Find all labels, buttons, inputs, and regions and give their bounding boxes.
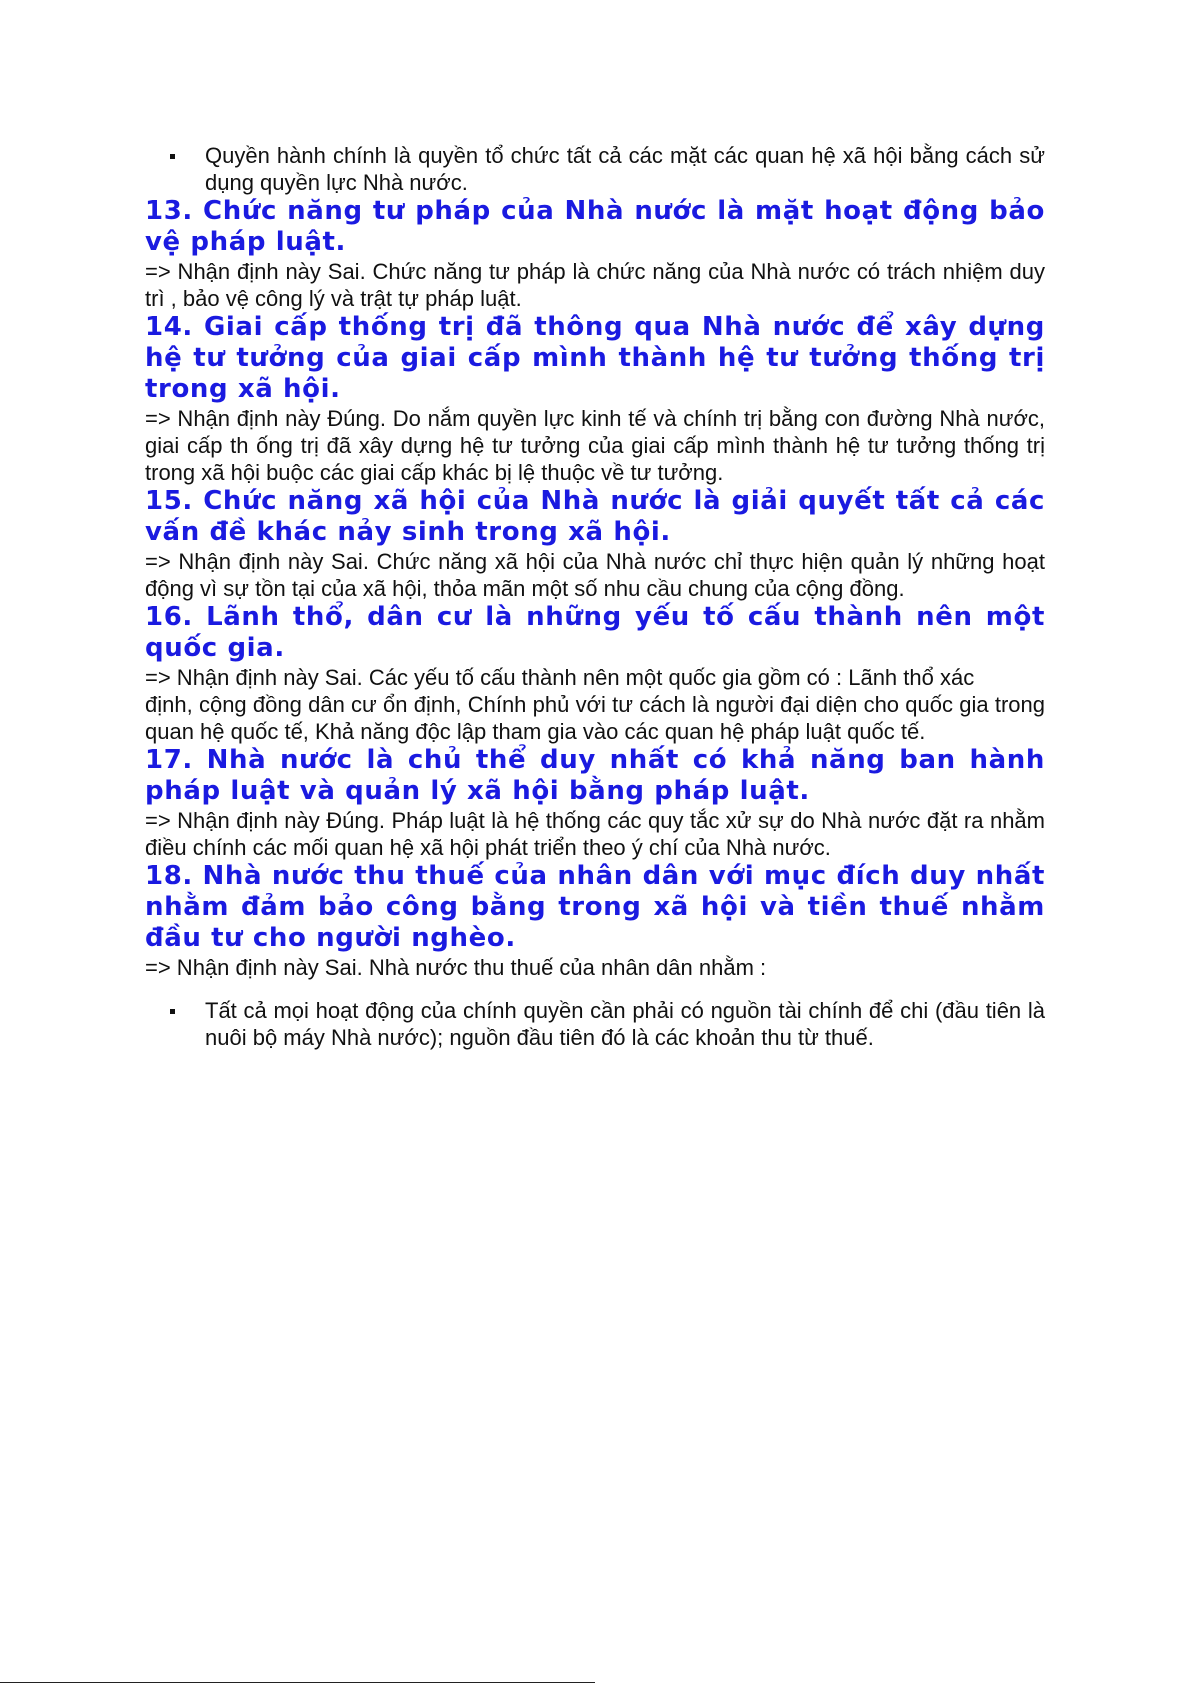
answer-14: => Nhận định này Đúng. Do nắm quyền lực kinh tế và chính trị bằng con đường Nhà nước, giai cấp th ống trị đã xây dựng hệ tư tưởng của giai cấp mình thành hệ tư tưởng thống trị trong xã hội buộc các giai cấp khác bị lệ thuộc về tư tưởng.: [145, 406, 1045, 485]
document-page: [145, 142, 1045, 1051]
question-17: 17. Nhà nước là chủ thể duy nhất có khả năng ban hành pháp luật và quản lý xã hội bằng pháp luật.: [145, 745, 1045, 806]
question-16: 16. Lãnh thổ, dân cư là những yếu tố cấu thành nên một quốc gia.: [145, 602, 1045, 663]
answer-15: => Nhận định này Sai. Chức năng xã hội của Nhà nước chỉ thực hiện quản lý những hoạt động vì sự tồn tại của xã hội, thỏa mãn một số nhu cầu chung của cộng đồng.: [145, 549, 1045, 601]
question-15: 15. Chức năng xã hội của Nhà nước là giải quyết tất cả các vấn đề khác nảy sinh trong xã hội.: [145, 486, 1045, 547]
bullet-item: Quyền hành chính là quyền tổ chức tất cả các mặt các quan hệ xã hội bằng cách sử dụng quyền lực Nhà nước.: [145, 142, 1045, 196]
question-13: 13. Chức năng tư pháp của Nhà nước là mặt hoạt động bảo vệ pháp luật.: [145, 196, 1045, 257]
answer-16-continued: định, cộng đồng dân cư ổn định, Chính phủ với tư cách là người đại diện cho quốc gia trong quan hệ quốc tế, Khả năng độc lập tham gia vào các quan hệ pháp luật quốc tế.: [145, 692, 1045, 744]
question-18: 18. Nhà nước thu thuế của nhân dân với mục đích duy nhất nhằm đảm bảo công bằng trong xã hội và tiền thuế nhằm đầu tư cho người nghèo.: [145, 861, 1045, 953]
answer-18: => Nhận định này Sai. Nhà nước thu thuế của nhân dân nhằm :: [145, 955, 767, 980]
intro-bullet-list: [145, 142, 1045, 196]
footnote-divider: [0, 1682, 595, 1683]
bullet-item: Tất cả mọi hoạt động của chính quyền cần phải có nguồn tài chính để chi (đầu tiên là nuôi bộ máy Nhà nước); nguồn đầu tiên đó là các khoản thu từ thuế.: [145, 997, 1045, 1051]
answer-16: => Nhận định này Sai. Các yếu tố cấu thành nên một quốc gia gồm có : Lãnh thổ xác: [145, 665, 975, 690]
answer-17: => Nhận định này Đúng. Pháp luật là hệ thống các quy tắc xử sự do Nhà nước đặt ra nhằm điều chính các mối quan hệ xã hội phát triển theo ý chí của Nhà nước.: [145, 808, 1045, 860]
answer-13: => Nhận định này Sai. Chức năng tư pháp là chức năng của Nhà nước có trách nhiệm duy trì , bảo vệ công lý và trật tự pháp luật.: [145, 259, 1045, 311]
answer-18-bullet-list: [145, 997, 1045, 1051]
question-14: 14. Giai cấp thống trị đã thông qua Nhà nước để xây dựng hệ tư tưởng của giai cấp mình thành hệ tư tưởng thống trị trong xã hội.: [145, 312, 1045, 404]
